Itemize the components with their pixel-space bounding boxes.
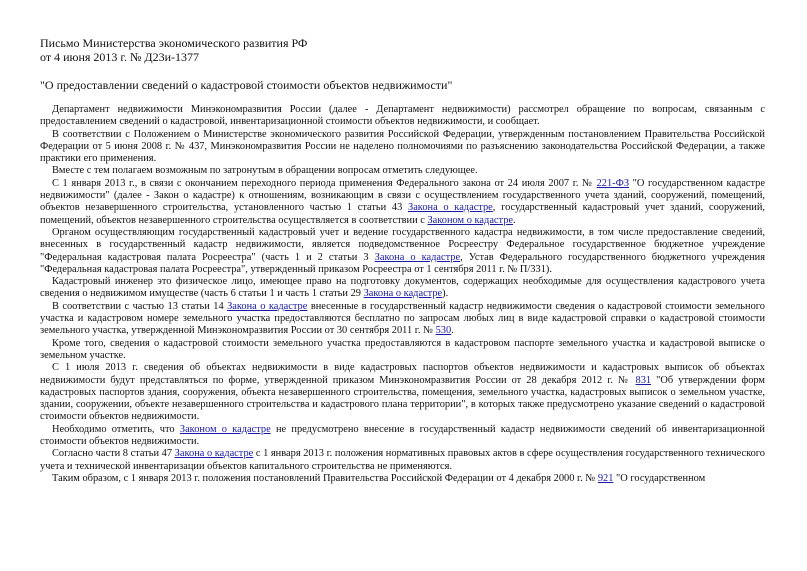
link-law-221fz[interactable]: 221-ФЗ xyxy=(596,177,630,189)
paragraph: Таким образом, с 1 января 2013 г. положения постановлений Правительства Российской Федерации от 4 декабря 2000 г. № 921 "О государственном xyxy=(52,472,706,484)
paragraph: Органом осуществляющим государственный кадастровый учет и ведение государственного кадастра недвижимости, в том числе предоставление сведений, внесенных в государственный кадастр недвижимости, является подведомственное Росреестру Федеральное государственное бюджетное учреждение "Федеральная кадастровая палата Росреестра" (часть 1 и 2 статьи 3 Закона о кадастре, Устав Федерального государственного бюджетного учреждения "Федеральная кадастровая палата Росреестра", утвержденный приказом Росреестра от 1 сентября 2011 г. № П/331). xyxy=(40,226,765,275)
document-subject: "О предоставлении сведений о кадастровой стоимости объектов недвижимости" xyxy=(40,78,453,92)
link-cadastre-law[interactable]: Закона о кадастре xyxy=(174,448,254,460)
document-date-number: от 4 июня 2013 г. № Д23и-1377 xyxy=(40,50,200,64)
link-cadastre-law[interactable]: Закона о кадастре xyxy=(363,288,443,300)
paragraph: В соответствии с частью 13 статьи 14 Закона о кадастре внесенные в государственный кадастр недвижимости сведения о кадастровой стоимости земельного участка и кадастровом номере земельного участка предоставляются бесплатно по запросам любых лиц в виде кадастровой справки о кадастровой стоимости земельного участка, утвержденной Минэкономразвития России от 30 сентября 2011 г. № 530. xyxy=(40,300,765,337)
link-cadastre-law[interactable]: Закона о кадастре xyxy=(407,202,493,214)
link-law-on-cadastre[interactable]: Законом о кадастре xyxy=(179,423,271,435)
paragraph: Вместе с тем полагаем возможным по затронутым в обращении вопросам отметить следующее. xyxy=(52,165,478,177)
link-order-831[interactable]: 831 xyxy=(635,374,652,386)
link-resolution-921[interactable]: 921 xyxy=(597,472,614,484)
link-cadastre-law[interactable]: Закона о кадастре xyxy=(374,251,461,263)
link-law-on-cadastre[interactable]: Законом о кадастре xyxy=(427,214,514,226)
link-cadastre-law[interactable]: Закона о кадастре xyxy=(227,300,308,312)
paragraph: Кадастровый инженер это физическое лицо, имеющее право на подготовку документов, содержащих необходимые для осуществления кадастрового учета сведения о недвижимом имуществе (часть 6 статьи 1 и часть 1 статьи 29 Закона о кадастре). xyxy=(40,276,765,300)
paragraph: С 1 января 2013 г., в связи с окончанием переходного периода применения Федерального закона от 24 июля 2007 г. № 221-ФЗ "О государственном кадастре недвижимости" (далее - Закон о кадастре) к отношениям, возникающим в связи с осуществлением государственного учета зданий, сооружений, помещений, объектов незавершенного строительства, установленного частью 1 статьи 43 Закона о кадастре, государственный кадастровый учет зданий, сооружений, помещений, объектов незавершенного строительства осуществляется в соответствии с Законом о кадастре. xyxy=(40,177,766,226)
paragraph: Департамент недвижимости Минэкономразвития России (далее - Департамент недвижимости) рассмотрел обращение по вопросам, связанным с предоставлением сведений о кадастровой, инвентаризационной стоимости объектов недвижимости, и сообщает. xyxy=(40,104,765,128)
paragraph: Необходимо отметить, что Законом о кадастре не предусмотрено внесение в государственный кадастр недвижимости сведений об инвентаризационной стоимости объектов недвижимости. xyxy=(40,423,765,448)
document-title: Письмо Министерства экономического развития РФ xyxy=(40,36,308,50)
paragraph: Кроме того, сведения о кадастровой стоимости земельного участка предоставляются в кадастровом паспорте земельного участка и кадастровой выписке о земельном участке. xyxy=(40,337,765,361)
paragraph: Согласно части 8 статьи 47 Закона о кадастре с 1 января 2013 г. положения нормативных правовых актов в сфере осуществления государственного технического учета и технической инвентаризации объектов капитального строительства не применяются. xyxy=(40,448,765,472)
link-order-530[interactable]: 530 xyxy=(435,325,452,337)
paragraph: С 1 июля 2013 г. сведения об объектах недвижимости в виде кадастровых паспортов объектов недвижимости и кадастровых выписок об объектах недвижимости будут представляться по форме, утвержденной приказом Минэкономразвития России от 28 декабря 2012 г. № 831 "Об утверждении форм кадастровых паспортов здания, сооружения, объекта незавершенного строительства, помещения, земельного участка, кадастровых выписок о земельном участке, здании, сооружении, объекте незавершенного строительства и кадастрового плана территории", в которых также предусмотрено указание сведений о кадастровой стоимости объектов недвижимости. xyxy=(40,362,765,423)
paragraph: В соответствии с Положением о Министерстве экономического развития Российской Федерации, утвержденным постановлением Правительства Российской Федерации от 5 июня 2008 г. № 437, Минэкономразвития России не наделено полномочиями по разъяснению законодательства Российской Федерации, а также практики его применения. xyxy=(40,128,765,165)
